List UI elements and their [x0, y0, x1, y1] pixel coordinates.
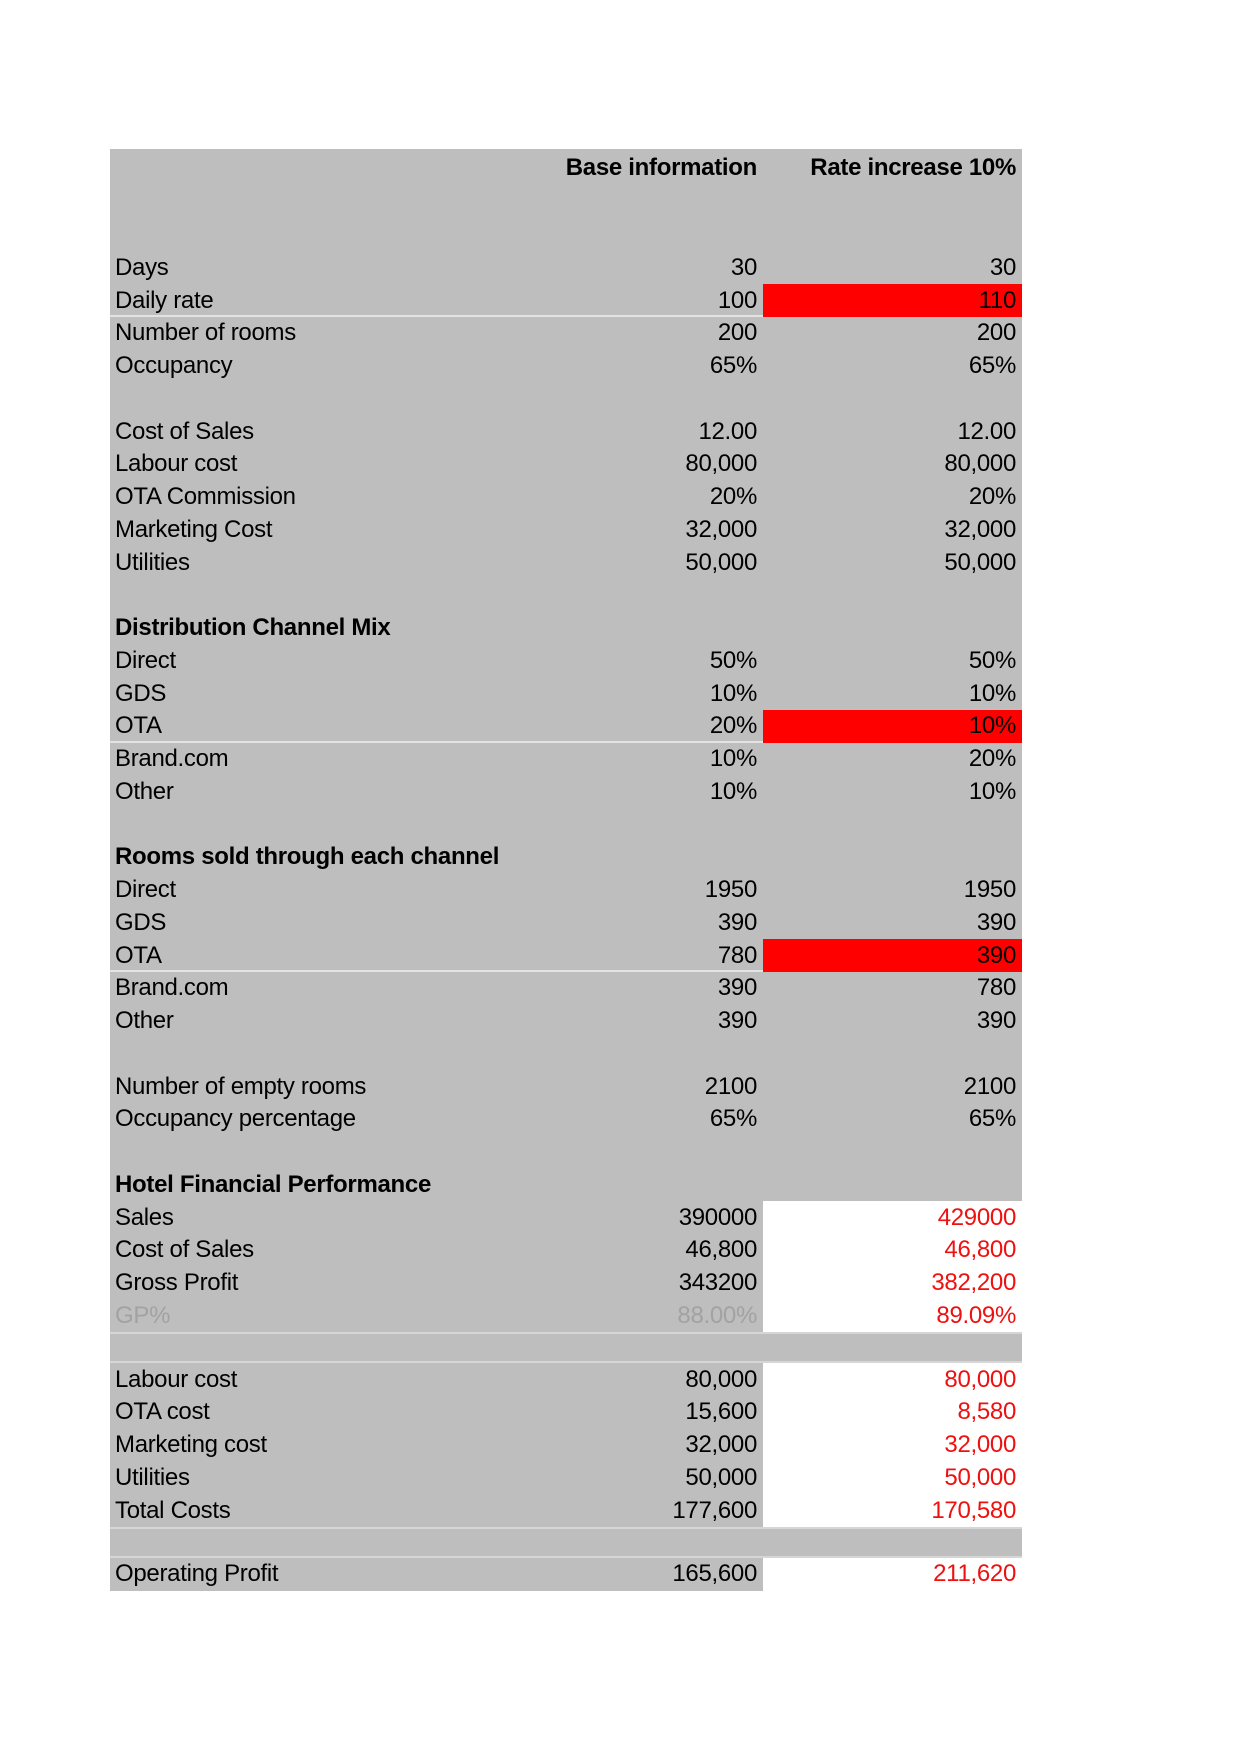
- row-gds-mix: [110, 677, 1022, 710]
- section-hotel-financial-performance: [110, 1169, 1022, 1202]
- cell-base: 177,600: [672, 1496, 757, 1524]
- cell-base: 50,000: [685, 548, 757, 576]
- cell-rate: 390: [976, 1007, 1016, 1035]
- cell-label: Gross Profit: [115, 1271, 239, 1296]
- cell-base: 390: [717, 1007, 757, 1035]
- row-total-costs: [110, 1494, 1022, 1527]
- row-cost-of-sales: [110, 415, 1022, 448]
- cell-rate: 10%: [968, 679, 1016, 707]
- spacer-band: [110, 1527, 1022, 1558]
- cell-base: 200: [717, 319, 757, 347]
- cell-label: Days: [115, 255, 169, 280]
- cell-rate: 20%: [968, 483, 1016, 511]
- changed-value-cell: 46,800: [763, 1234, 1022, 1267]
- changed-value-cell: 89.09%: [763, 1300, 1022, 1333]
- cell-base: 30: [730, 253, 757, 281]
- cell-label: Occupancy: [115, 354, 233, 379]
- cell-label: Marketing Cost: [115, 517, 273, 542]
- cell-base: 12.00: [698, 417, 757, 445]
- blank-row: [110, 219, 1022, 252]
- row-sales: [110, 1201, 1022, 1234]
- cell-label: GDS: [115, 681, 167, 706]
- cell-base: 65%: [709, 352, 757, 380]
- cell-rate: 1950: [963, 876, 1016, 904]
- cell-label: Other: [115, 779, 174, 804]
- cell-rate: 65%: [968, 1105, 1016, 1133]
- changed-value-cell: 80,000: [763, 1363, 1022, 1396]
- cell-label: Cost of Sales: [115, 1238, 254, 1263]
- cell-base: 50,000: [685, 1463, 757, 1491]
- cell-base: 390: [717, 974, 757, 1002]
- cell-rate: 50,000: [944, 548, 1016, 576]
- cell-base: 50%: [709, 646, 757, 674]
- cell-base: 20%: [709, 483, 757, 511]
- cell-label: Utilities: [115, 1465, 190, 1490]
- row-utilities-fin: [110, 1462, 1022, 1495]
- changed-value-cell: 8,580: [763, 1396, 1022, 1429]
- row-daily-rate: [110, 284, 1022, 317]
- cell-label: Direct: [115, 648, 176, 673]
- cell-label: Occupancy percentage: [115, 1107, 356, 1132]
- cell-label: Utilities: [115, 550, 190, 575]
- header-row: [110, 149, 1022, 186]
- cell-base: 32,000: [685, 515, 757, 543]
- cell-rate: 80,000: [944, 450, 1016, 478]
- cell-label: GDS: [115, 910, 167, 935]
- blank-row: [110, 579, 1022, 612]
- cell-base: 80,000: [685, 450, 757, 478]
- changed-value-cell: 170,580: [763, 1494, 1022, 1527]
- cell-label: Total Costs: [115, 1498, 231, 1523]
- row-other-rooms: [110, 1005, 1022, 1038]
- cell-label: OTA cost: [115, 1400, 210, 1425]
- cell-label: Direct: [115, 878, 176, 903]
- cell-label: Number of rooms: [115, 321, 296, 346]
- cell-label: Sales: [115, 1205, 174, 1230]
- cell-base: 10%: [709, 777, 757, 805]
- cell-label: OTA: [115, 714, 162, 739]
- cell-label: GP%: [115, 1303, 171, 1328]
- row-marketing-cost: [110, 514, 1022, 547]
- row-ota-cost: [110, 1396, 1022, 1429]
- cell-label: Other: [115, 1009, 174, 1034]
- cell-label: Cost of Sales: [115, 419, 254, 444]
- cell-base: 10%: [709, 679, 757, 707]
- cell-base: 343200: [678, 1269, 757, 1297]
- cell-rate: 12.00: [957, 417, 1016, 445]
- blank-row: [110, 808, 1022, 841]
- cell-label: Daily rate: [115, 288, 214, 313]
- cell-label: Brand.com: [115, 976, 229, 1001]
- changed-value-cell: 429000: [763, 1201, 1022, 1234]
- row-ota-commission: [110, 481, 1022, 514]
- row-brandcom-mix: [110, 743, 1022, 776]
- blank-row: [110, 1038, 1022, 1071]
- section-title: Hotel Financial Performance: [115, 1172, 431, 1197]
- changed-value-cell: 382,200: [763, 1267, 1022, 1300]
- cell-rate: 50%: [968, 646, 1016, 674]
- blank-row: [110, 1136, 1022, 1169]
- cell-base: 20%: [709, 712, 757, 740]
- cell-rate: 30: [989, 253, 1016, 281]
- row-direct-rooms: [110, 874, 1022, 907]
- cell-rate: 390: [976, 908, 1016, 936]
- cell-base: 1950: [704, 876, 757, 904]
- row-ota-rooms: [110, 939, 1022, 972]
- cell-base: 15,600: [685, 1398, 757, 1426]
- cell-base: 2100: [704, 1072, 757, 1100]
- row-occupancy-percentage: [110, 1103, 1022, 1136]
- spacer-band: [110, 1332, 1022, 1363]
- highlighted-cell: 10%: [763, 710, 1022, 743]
- row-gp-percent: [110, 1300, 1022, 1333]
- row-brandcom-rooms: [110, 972, 1022, 1005]
- highlighted-cell: 390: [763, 939, 1022, 972]
- section-title: Distribution Channel Mix: [115, 616, 391, 641]
- cell-base: 100: [717, 286, 757, 314]
- cell-label: Labour cost: [115, 452, 238, 477]
- cell-label: OTA: [115, 943, 162, 968]
- cell-base: 780: [717, 941, 757, 969]
- section-title: Rooms sold through each channel: [115, 845, 500, 870]
- row-labour-cost: [110, 448, 1022, 481]
- section-distribution-channel-mix: [110, 612, 1022, 645]
- changed-value-cell: 211,620: [763, 1558, 1022, 1591]
- row-operating-profit: [110, 1558, 1022, 1591]
- cell-rate: 780: [976, 974, 1016, 1002]
- row-direct-mix: [110, 645, 1022, 678]
- cell-base: 46,800: [685, 1236, 757, 1264]
- row-number-of-rooms: [110, 317, 1022, 350]
- row-other-mix: [110, 776, 1022, 809]
- row-number-of-empty-rooms: [110, 1070, 1022, 1103]
- blank-row: [110, 383, 1022, 416]
- row-cost-of-sales-fin: [110, 1234, 1022, 1267]
- column-header-base-information: Base information: [565, 153, 757, 181]
- cell-label: Labour cost: [115, 1367, 238, 1392]
- changed-value-cell: 32,000: [763, 1429, 1022, 1462]
- cell-label: Marketing cost: [115, 1433, 267, 1458]
- row-gds-rooms: [110, 907, 1022, 940]
- cell-label: OTA Commission: [115, 485, 296, 510]
- cell-base: 88.00%: [677, 1301, 757, 1329]
- cell-label: Number of empty rooms: [115, 1074, 367, 1099]
- row-days: [110, 252, 1022, 285]
- row-occupancy: [110, 350, 1022, 383]
- cell-rate: 65%: [968, 352, 1016, 380]
- highlighted-cell: 110: [763, 284, 1022, 317]
- cell-rate: 2100: [963, 1072, 1016, 1100]
- section-rooms-sold: [110, 841, 1022, 874]
- changed-value-cell: 50,000: [763, 1462, 1022, 1495]
- row-marketing-cost-fin: [110, 1429, 1022, 1462]
- cell-base: 80,000: [685, 1365, 757, 1393]
- cell-base: 10%: [709, 745, 757, 773]
- cell-label: Brand.com: [115, 747, 229, 772]
- cell-base: 65%: [709, 1105, 757, 1133]
- cell-base: 165,600: [672, 1560, 757, 1588]
- row-gross-profit: [110, 1267, 1022, 1300]
- cell-rate: 10%: [968, 777, 1016, 805]
- row-labour-cost-fin: [110, 1363, 1022, 1396]
- blank-row: [110, 186, 1022, 219]
- cell-rate: 200: [976, 319, 1016, 347]
- cell-base: 390: [717, 908, 757, 936]
- cell-base: 390000: [678, 1203, 757, 1231]
- cell-rate: 20%: [968, 745, 1016, 773]
- cell-base: 32,000: [685, 1431, 757, 1459]
- row-utilities: [110, 546, 1022, 579]
- row-ota-mix: [110, 710, 1022, 743]
- column-header-rate-increase: Rate increase 10%: [810, 153, 1016, 181]
- cell-label: Operating Profit: [115, 1562, 279, 1587]
- financial-model-table: [110, 149, 1022, 1591]
- cell-rate: 32,000: [944, 515, 1016, 543]
